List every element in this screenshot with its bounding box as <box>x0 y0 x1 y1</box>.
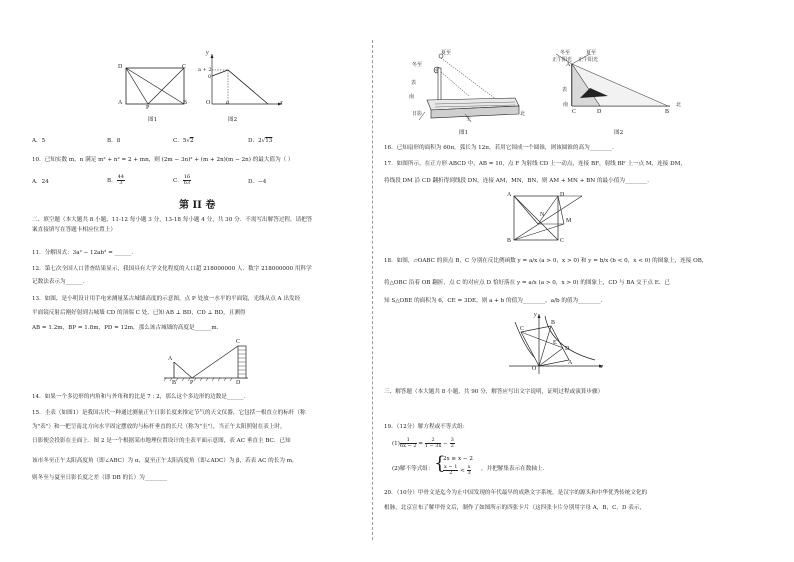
q10-option-a: A．24 <box>32 179 49 185</box>
fig1-point-d: D <box>118 64 123 70</box>
fig2-label-zero: 0 <box>208 74 212 80</box>
q15-fig1-biao: 表 <box>411 80 417 86</box>
q10-text: 10．已知实数 m，n 满足 m² + n² = 2 + mn，则 (2m − 3n)² + (m + 2n)(m − 2n) 的最大值为（ ） <box>32 157 294 163</box>
q9-option-c: C．5√2 <box>173 138 194 144</box>
q13-point-p: P <box>190 380 194 386</box>
q18-point-a: A <box>568 360 573 366</box>
part2-title: 第 II 卷 <box>179 200 216 211</box>
q15-line3: 日影便会投影在圭面上．图 2 是一个根据某市地理位置设计的圭表平面示意图，表 AC 垂直圭 BC．已知 <box>32 438 291 444</box>
q17-line1: 17．如图所示，在正方形 ABCD 中，AB = 10，点 F 为射线 CD 上一动点，连接 BF，射线 BF 上一点 M，连接 DM， <box>384 161 686 167</box>
section3-heading: 三、解答题（本大题共 8 小题，共 90 分，解答应写出文字说明，证明过程或演算步骤） <box>384 389 604 395</box>
q15-fig1-riying: 日影 <box>412 111 423 117</box>
q13-point-a: A <box>168 356 173 362</box>
q9-figure-2 <box>204 52 284 112</box>
q16-text: 16．已知扇形的面积为 60π，弧长为 12π，若用它围成一个圆锥，则该圆锥的高为________． <box>384 145 618 151</box>
q17-point-c: C <box>560 238 565 244</box>
q10-option-c: C． $\frac{16}{63}$ <box>173 174 191 186</box>
fig2-label-a: a <box>226 100 229 106</box>
q19-brace: { <box>434 453 446 474</box>
q18-point-b: B <box>551 320 556 326</box>
fig1-point-a: A <box>118 100 123 106</box>
q18-point-e: E <box>553 340 557 346</box>
q18-line1: 18．如图，▱OABC 的顶点 B，C 分别在反比例函数 y = a/x (a > 0，x > 0) 和 y = b/x (b < 0，x < 0) 的图象上，连接 OB， <box>384 258 708 264</box>
q13-point-d: D <box>236 380 241 386</box>
fig2-caption: 图2 <box>228 117 238 123</box>
q17-point-d: D <box>560 192 565 198</box>
fig1-point-p: P <box>146 105 150 111</box>
q9-option-d: D．2√13 <box>248 138 273 144</box>
q15-fig2-xiazhi-light: 正午阳光 <box>578 57 599 63</box>
fig1-caption: 图1 <box>148 117 158 123</box>
q18-axis-y: y <box>534 312 537 318</box>
q15-line4: 该市冬至正午太阳高度角（即∠ABC）为 α，夏至正午太阳高度角（即∠ADC）为 β，若表 AC 的长为 m， <box>32 458 298 464</box>
q19-inequality-1: 2x ≥ x − 2 <box>443 456 473 462</box>
q18-line3: 知 S△OBE 的面积为 6，CE = 3DE，则 a + b 的值为________，a/b 的值为________． <box>384 298 607 304</box>
section2-heading-line1: 二、填空题（本大题共 8 小题，11-12 每小题 3 分，13-18 每小题 4 分，共 30 分．不需写出解答过程，请把答 <box>32 217 313 223</box>
q19-inequality-2: $\frac{x - 1}{2}$ < $\frac{x}{3}$ <box>444 464 471 476</box>
q15-line5: 则冬至与夏至日影长度之差（即 DB 的长）为________ <box>32 475 168 481</box>
q18-axis-x: x <box>600 364 603 370</box>
section2-heading-line2: 案直接填写在答题卡相应位置上） <box>32 227 116 233</box>
q15-fig2-xiazhi: 夏至 <box>586 50 597 56</box>
q15-line2: 为"表"）和一把呈南北方向水平固定摆放的与标杆垂直的长尺（称为"圭"），当正午太阳照射在表上时， <box>32 424 286 430</box>
q19-part1: (1) $\frac{1}{6x - 2}$ = $\frac{2}{1 - 3x}$ − $\frac{3}{2}$ <box>392 437 454 449</box>
q15-fig2-bei: 北 <box>676 102 682 108</box>
q15-fig2-point-c: C <box>572 109 577 115</box>
fig2-label-a2: a + 2 <box>198 67 212 73</box>
q17-point-m: M <box>566 218 572 224</box>
fig1-point-b: B <box>183 100 188 106</box>
q17-line2: 将线段 DM 沿 CD 翻折得到线段 DN，连接 AM，MN，BN，则 AM + MN + BN 的最小值为________． <box>384 178 653 184</box>
q13-line2: 平面镜反射后刚好射到古城墙 CD 的顶端 C 处，已知 AB ⊥ BD，CD ⊥ BD，且测得 <box>32 310 246 316</box>
q9-option-b: B．8 <box>107 138 121 144</box>
q19-part2-tail: ，并把解集表示在数轴上． <box>481 466 549 472</box>
q20-line2: 根脉，北京宣布了解甲骨文后，制作了如图所示的四张卡片（这四张卡片分别用字母 A，B，C，D 表示， <box>384 505 646 511</box>
q10-option-d: D．−4 <box>248 179 267 185</box>
q17-point-b: B <box>507 238 512 244</box>
q15-fig2-caption: 图2 <box>614 130 624 136</box>
q10-option-b: B． $\frac{44}{3}$ <box>107 174 125 186</box>
q17-figure <box>508 192 588 252</box>
q15-fig1-caption: 图1 <box>459 130 469 136</box>
q15-fig2-biao: 表 <box>562 87 568 93</box>
fig1-point-c: C <box>182 64 187 70</box>
fig2-origin: O <box>206 100 211 106</box>
q15-fig1-bei: 北 <box>520 111 526 117</box>
q20-line1: 20．（10分）甲骨文是迄今为止中国发现的年代最早的成熟文字系统，是汉字的源头和中华优秀传统文化的 <box>384 490 648 496</box>
q11-text: 11．分解因式：3a² − 12ab² = ______． <box>32 250 137 256</box>
q15-fig1-gui: 圭 <box>466 116 472 122</box>
q18-origin: O <box>532 366 537 372</box>
q14-text: 14．如果一个多边形的内角和与外角和的比是 7 : 2，那么这个多边形的边数是______． <box>32 394 250 400</box>
q18-line2: 将△OBC 沿着 OB 翻折，点 C 的对应点 D 恰好落在 y = a/x (a > 0，x > 0) 的图象上，CD 与 BA 交于点 E．已 <box>384 280 671 286</box>
q13-line1: 13．如图，是小明设计用手电来测量某古城墙高度的示意图，点 P 处放一水平的平面镜，光线从点 A 出发经 <box>32 296 301 302</box>
q12-line2: 记数法表示为______． <box>32 279 88 285</box>
q9-option-a: A．5 <box>32 138 46 144</box>
q17-point-a: A <box>507 192 512 198</box>
q12-line1: 12．第七次全国人口普查结果显示，我国具有大学文化程度的人口超 218000000 人．数字 218000000 用科学 <box>32 266 312 272</box>
q15-line1: 15．圭表（如图1）是我国古代一种通过测量正午日影长度来推定节气的天文仪器，它包括一根直立的标杆（称 <box>32 410 306 416</box>
q15-fig2-nan: 南 <box>563 102 569 108</box>
q19-part2-prefix: (2)解不等式组： <box>392 466 434 472</box>
q15-fig2-point-b: B <box>665 109 670 115</box>
q18-point-d: D <box>565 346 570 352</box>
q15-fig1-nan: 南 <box>409 94 415 100</box>
fig2-axis-y: y <box>206 50 209 56</box>
q19-heading: 19．（12分）解方程或不等式组： <box>384 424 469 430</box>
q15-fig2-point-a: A <box>566 62 571 68</box>
column-divider <box>372 40 373 540</box>
q15-fig1-dongzhi: 冬至 <box>412 62 423 68</box>
q15-fig2-dongzhi-light: 正午阳光 <box>552 57 573 63</box>
q13-line3: AB = 1.2m，BP = 1.8m，PD = 12m，那么该古城墙的高度是______m． <box>32 325 223 331</box>
q17-point-n: N <box>540 212 545 218</box>
q13-point-b: B <box>172 380 177 386</box>
q15-fig2-point-d: D <box>597 109 602 115</box>
q18-point-c: C <box>520 326 525 332</box>
q15-fig2-dongzhi: 冬至 <box>560 50 571 56</box>
q15-fig1-xiazhi: 夏至 <box>441 50 452 56</box>
q13-point-c: C <box>236 339 241 345</box>
fig2-axis-x: x <box>280 100 283 106</box>
